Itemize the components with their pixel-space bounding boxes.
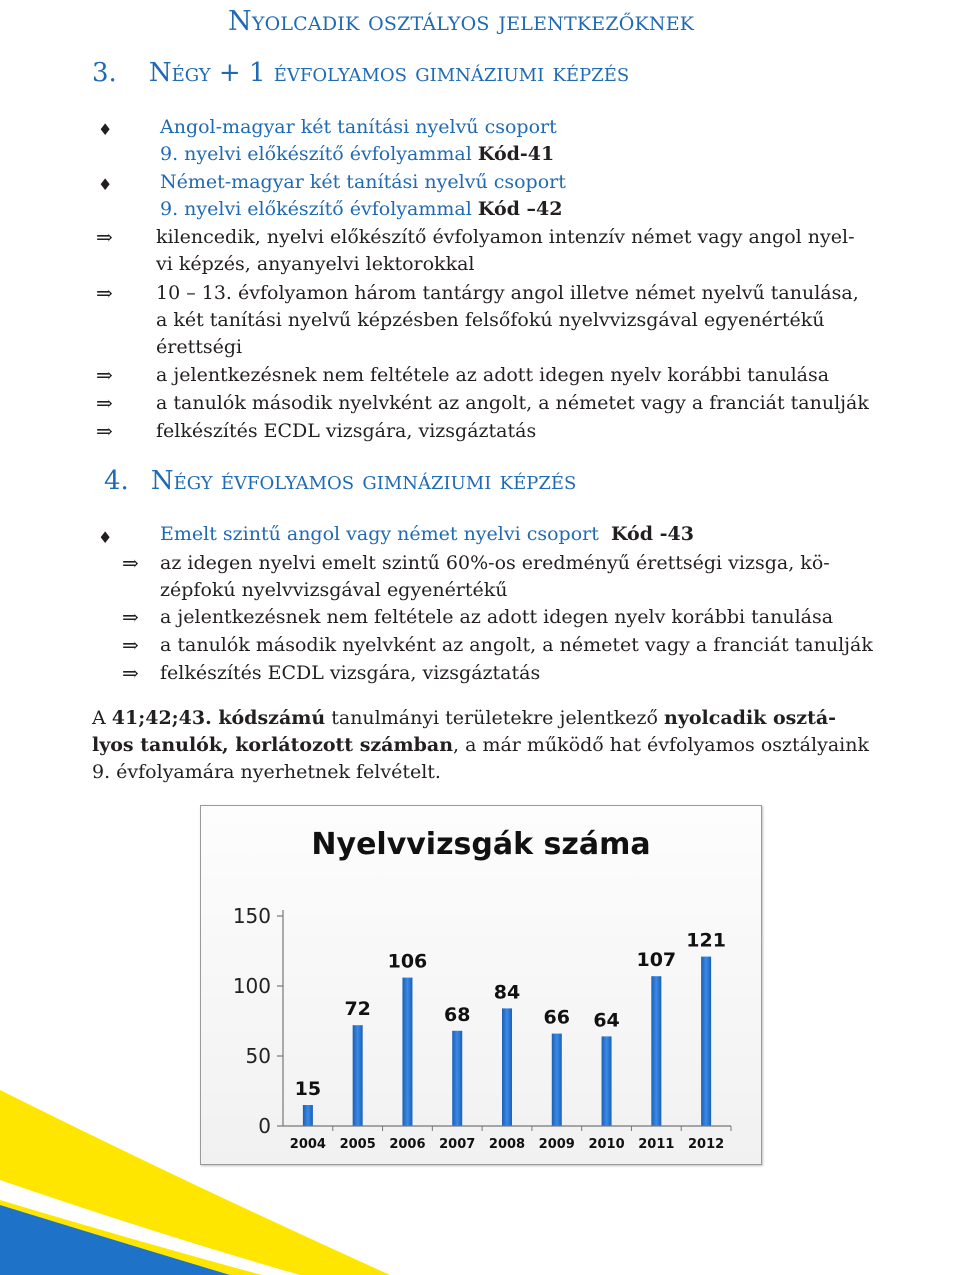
- x-tick-label: 2009: [538, 1137, 575, 1152]
- x-tick-label: 2010: [588, 1137, 625, 1152]
- bar-2011: [651, 976, 661, 1126]
- double-arrow-icon: ⇒: [122, 605, 139, 629]
- s3-arrow2-line3: érettségi: [156, 336, 243, 358]
- section-4-heading: [104, 466, 576, 496]
- closing-l1-c: tanulmányi területekre jelentkező: [325, 707, 665, 729]
- data-label-2007: 68: [443, 1003, 471, 1026]
- double-arrow-icon: ⇒: [96, 391, 113, 415]
- diamond-bullet-icon: ♦: [98, 528, 113, 547]
- x-tick-label: 2005: [339, 1137, 376, 1152]
- s3-bullet1-line2: [160, 141, 554, 168]
- data-label-2004: 15: [294, 1078, 322, 1100]
- s3-bullet2-text: Német-magyar két tanítási nyelvű csoport: [160, 171, 566, 193]
- x-tick-label: 2007: [439, 1137, 476, 1152]
- s4-arrow1-line1: az idegen nyelvi emelt szintű 60%-os eredményű érettségi vizsga, kö-: [160, 552, 830, 574]
- s3-bullet1-line2-text: 9. nyelvi előkészítő évfolyammal: [160, 143, 478, 165]
- data-label-2008: 84: [493, 981, 521, 1004]
- closing-l1-d: nyolcadik osztá-: [664, 707, 837, 729]
- closing-l2-b: , a már működő hat évfolyamos osztályaink: [453, 734, 869, 756]
- data-label-2009: 66: [543, 1006, 571, 1029]
- s3-bullet1-code: Kód-41: [477, 143, 555, 165]
- s4-arrow1-line2: zépfokú nyelvvizsgával egyenértékű: [160, 579, 508, 601]
- bar-2009: [552, 1034, 562, 1126]
- y-axis: [233, 904, 283, 1138]
- section-3-number: 3.: [92, 58, 117, 88]
- bar-2005: [353, 1025, 363, 1126]
- data-label-2006: 106: [387, 950, 428, 973]
- double-arrow-icon: ⇒: [96, 225, 113, 249]
- closing-line-2: [92, 732, 869, 759]
- data-label-2005: 72: [344, 998, 371, 1021]
- x-tick-label: 2012: [688, 1137, 725, 1152]
- closing-l1-a: A: [92, 707, 112, 729]
- closing-line-3: 9. évfolyamára nyerhetnek felvételt.: [92, 761, 441, 783]
- s3-arrow3: a jelentkezésnek nem feltétele az adott idegen nyelv korábbi tanulása: [156, 364, 830, 386]
- section-3-title: Négy + 1 évfolyamos gimnáziumi képzés: [148, 58, 630, 88]
- s4-bullet1: [160, 521, 694, 548]
- double-arrow-icon: ⇒: [122, 661, 139, 685]
- double-arrow-icon: ⇒: [122, 551, 139, 575]
- data-label-2010: 64: [593, 1009, 620, 1032]
- s3-bullet2-code: Kód –42: [477, 198, 563, 220]
- bars-group: [295, 930, 726, 1126]
- s4-arrow2: a jelentkezésnek nem feltétele az adott idegen nyelv korábbi tanulása: [160, 606, 834, 628]
- s3-arrow1-line1: kilencedik, nyelvi előkészítő évfolyamon intenzív német vagy angol nyel-: [156, 226, 855, 248]
- double-arrow-icon: ⇒: [122, 633, 139, 657]
- bar-2006: [402, 978, 412, 1126]
- closing-l1-b: 41;42;43. kódszámú: [111, 707, 326, 729]
- double-arrow-icon: ⇒: [96, 363, 113, 387]
- double-arrow-icon: ⇒: [96, 281, 113, 305]
- diamond-bullet-icon: ♦: [98, 120, 113, 139]
- data-label-2011: 107: [636, 949, 677, 972]
- s4-arrow3: a tanulók második nyelvként az angolt, a németet vagy a franciát tanulják: [160, 634, 873, 656]
- section-4-number: 4.: [104, 466, 129, 496]
- bar-2008: [502, 1008, 512, 1126]
- s3-arrow2-line2: a két tanítási nyelvű képzésben felsőfokú nyelvvizsgával egyenértékű: [156, 309, 825, 331]
- s4-bullet1-text: Emelt szintű angol vagy német nyelvi csoport: [160, 523, 599, 545]
- bar-2010: [602, 1036, 612, 1126]
- s4-bullet1-code: Kód -43: [610, 523, 694, 545]
- x-tick-label: 2004: [289, 1137, 326, 1152]
- bar-2004: [303, 1105, 313, 1126]
- diamond-bullet-icon: ♦: [98, 175, 113, 194]
- closing-line-1: [92, 705, 836, 732]
- y-tick-label: 50: [245, 1044, 271, 1068]
- s4-arrow4: felkészítés ECDL vizsgára, vizsgáztatás: [160, 662, 541, 684]
- page-title: Nyolcadik osztályos jelentkezőknek: [228, 6, 695, 37]
- x-tick-label: 2006: [389, 1137, 426, 1152]
- double-arrow-icon: ⇒: [96, 419, 113, 443]
- closing-l2-a: lyos tanulók, korlátozott számban: [92, 734, 454, 756]
- y-tick-label: 0: [258, 1114, 271, 1138]
- y-tick-label: 100: [232, 974, 271, 998]
- section-3-heading: [92, 58, 629, 88]
- s3-bullet2-line2: [160, 196, 562, 223]
- bar-2007: [452, 1031, 462, 1126]
- s3-arrow5: felkészítés ECDL vizsgára, vizsgáztatás: [156, 420, 537, 442]
- x-tick-label: 2008: [488, 1137, 526, 1152]
- s3-arrow2-line1: 10 – 13. évfolyamon három tantárgy angol illetve német nyelvű tanulása,: [156, 282, 859, 304]
- bar-2012: [701, 957, 711, 1126]
- data-label-2012: 121: [686, 929, 726, 952]
- chart-title: Nyelvvizsgák száma: [311, 827, 651, 862]
- chart-svg: [201, 806, 761, 1164]
- x-tick-label: 2011: [638, 1137, 675, 1152]
- section-4-title: Négy évfolyamos gimnáziumi képzés: [150, 466, 577, 496]
- s3-arrow4: a tanulók második nyelvként az angolt, a németet vagy a franciát tanulják: [156, 392, 869, 414]
- x-axis: [283, 1126, 731, 1152]
- s3-arrow1-line2: vi képzés, anyanyelvi lektorokkal: [156, 253, 475, 275]
- s3-bullet2-line2-text: 9. nyelvi előkészítő évfolyammal: [160, 198, 478, 220]
- language-exam-chart: [200, 805, 762, 1165]
- y-tick-label: 150: [232, 904, 271, 928]
- s3-bullet1-text: Angol-magyar két tanítási nyelvű csoport: [160, 116, 557, 138]
